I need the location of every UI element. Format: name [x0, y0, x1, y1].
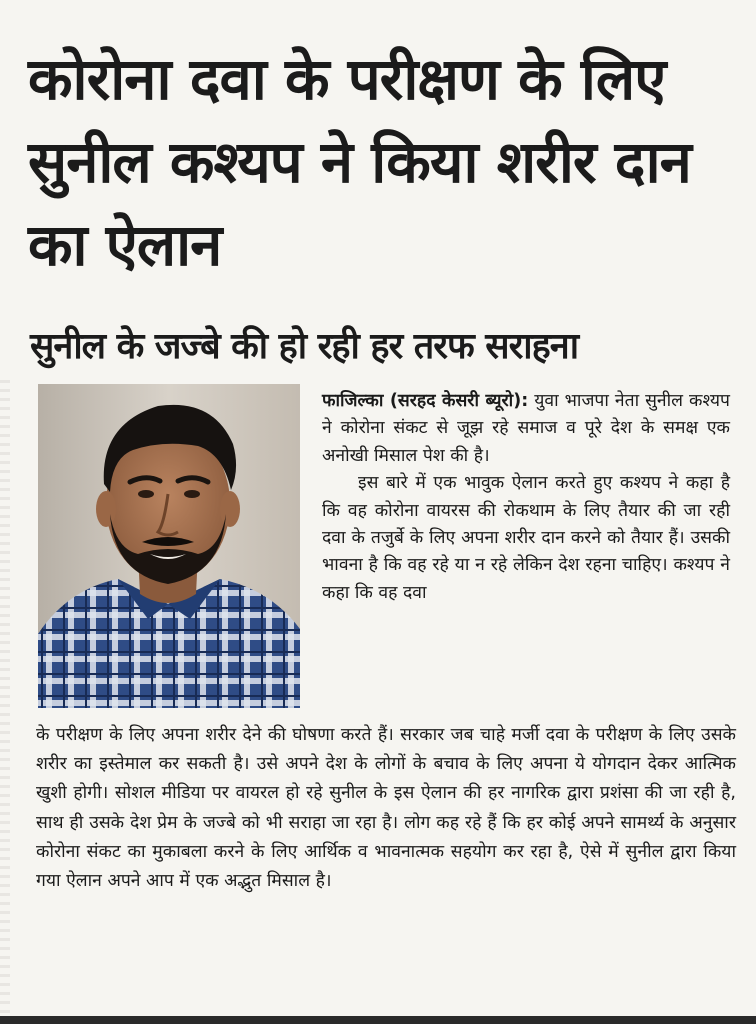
headline: कोरोना दवा के परीक्षण के लिए सुनील कश्यप ने किया शरीर दान का ऐलान: [28, 45, 691, 279]
portrait-photo: [38, 384, 300, 708]
bottom-border: [0, 1016, 756, 1024]
paragraph-2-start: इस बारे में एक भावुक ऐलान करते हुए कश्यप ने कहा है कि वह कोरोना वायरस की रोकथाम के लिए तैयार की जा रही दवा के तजुर्बे के लिए अपना शरीर दान करने को तैयार हैं। उसकी भावना है कि वह रहे या न रहे लेकिन देश रहना चाहिए। कश्यप ने कहा कि वह दवा: [322, 473, 730, 603]
subheadline: सुनील के जज्बे की हो रही हर तरफ सराहना: [30, 326, 579, 367]
article-body-bottom: के परीक्षण के लिए अपना शरीर देने की घोषणा करते हैं। सरकार जब चाहे मर्जी दवा के परीक्षण के लिए उसके शरीर का इस्तेमाल कर सकती है। उसे अपने देश के लोगों के बचाव के लिए अपना ये योगदान देकर आत्मिक खुशी होगी। सोशल मीडिया पर वायरल हो रहे सुनील के इस ऐलान की हर नागरिक द्वारा प्रशंसा की जा रही है, साथ ही उसके देश प्रेम के जज्बे को भी सराहा जा रहा है। लोग कह रहे हैं कि हर कोई अपने सामर्थ्य के अनुसार कोरोना संकट का मुकाबला करने के लिए आर्थिक व भावनात्मक सहयोग कर रहा है, ऐसे में सुनील द्वारा किया गया ऐलान अपने आप में एक अद्भुत मिसाल है।: [36, 725, 736, 892]
byline: फाजिल्का (सरहद केसरी ब्यूरो):: [322, 391, 529, 411]
adjacent-column-edge: [0, 380, 10, 1020]
paragraph-1: युवा भाजपा नेता सुनील कश्यप ने कोरोना संकट से जूझ रहे समाज व पूरे देश के समक्ष एक अनोखी मिसाल पेश की है।: [322, 391, 730, 466]
article-body-top: [322, 388, 730, 607]
